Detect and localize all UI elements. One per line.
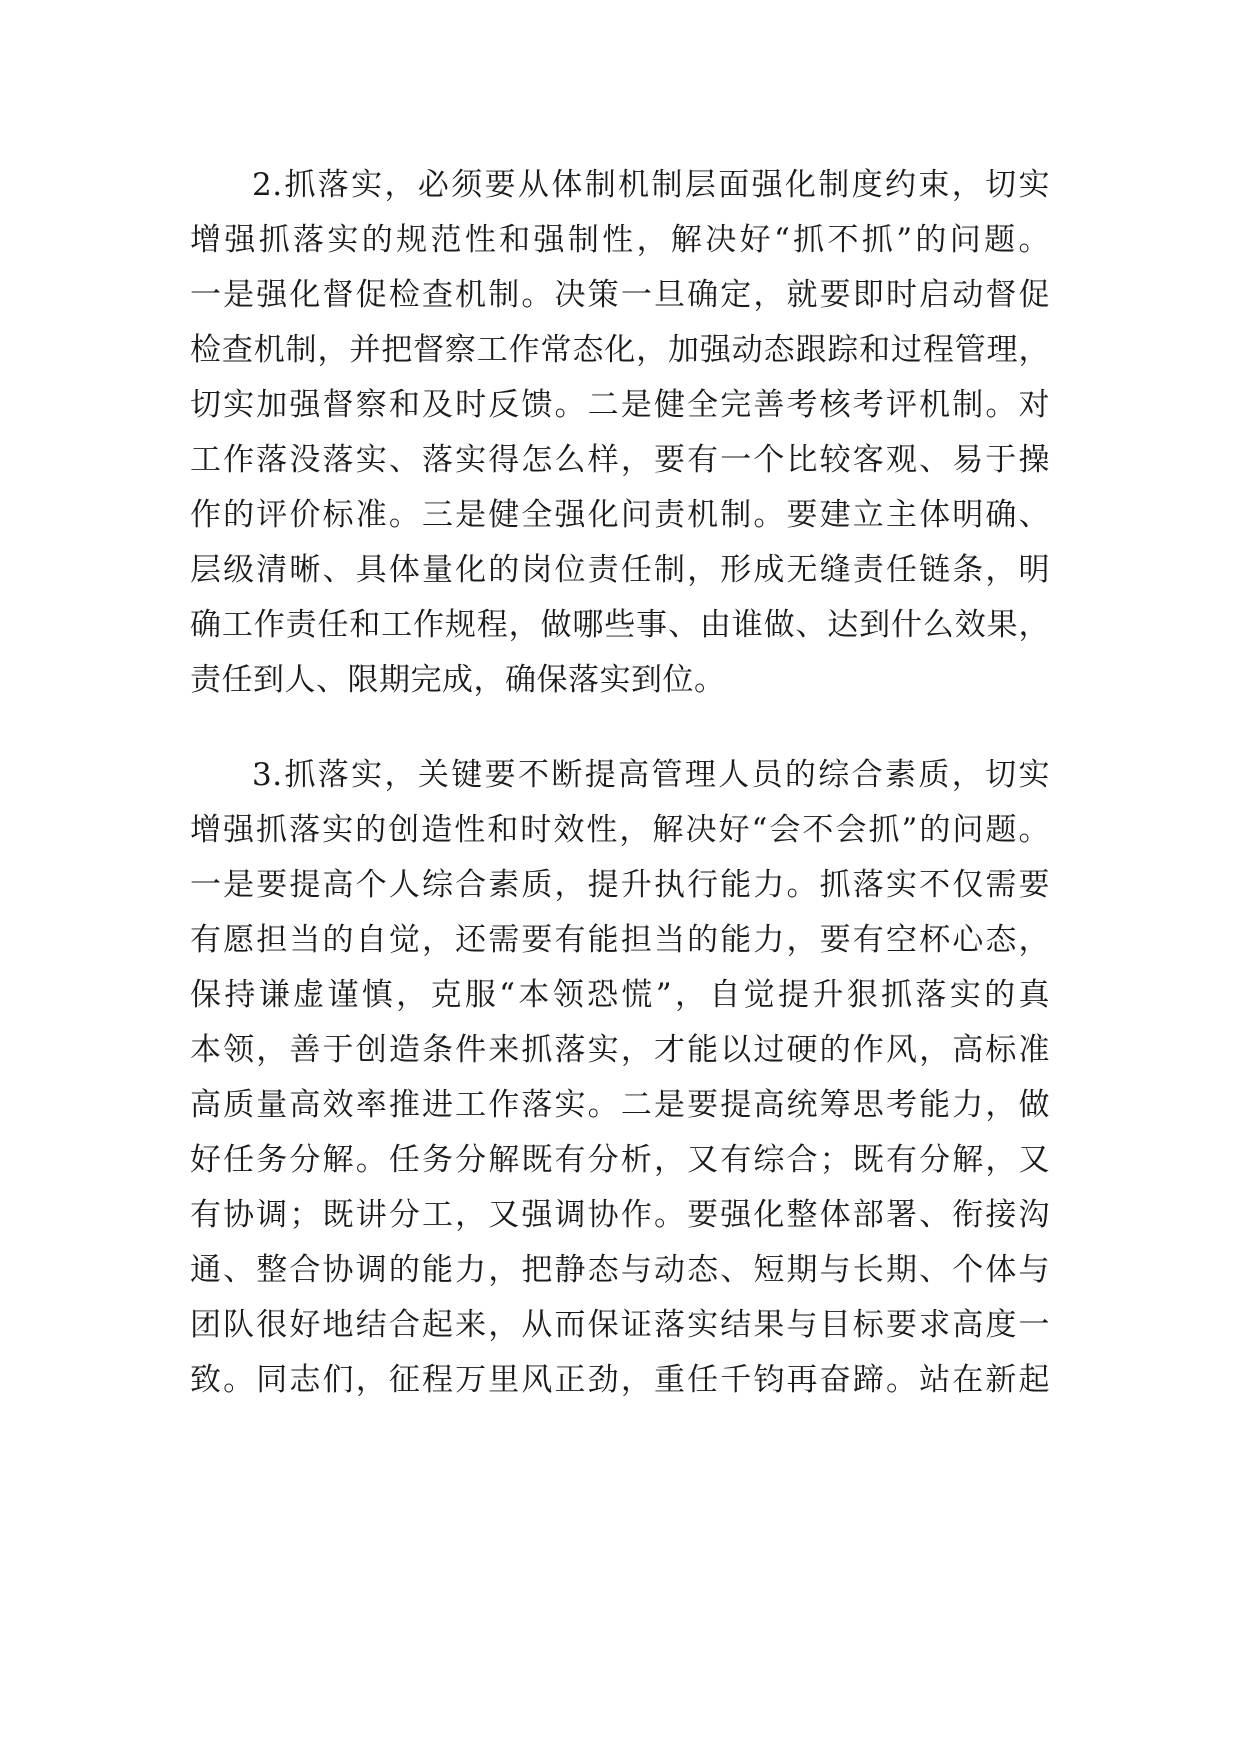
paragraph-line: 有协调；既讲分工，又强调协作。要强化整体部署、衔接沟 — [190, 1197, 1050, 1233]
paragraph-line: 好任务分解。任务分解既有分析，又有综合；既有分解，又 — [190, 1142, 1050, 1178]
paragraph-line: 层级清晰、具体量化的岗位责任制，形成无缝责任链条，明 — [190, 552, 1050, 588]
paragraph-line: 检查机制，并把督察工作常态化，加强动态跟踪和过程管理， — [190, 332, 1050, 368]
paragraph-3-management-quality — [190, 748, 1050, 1408]
paragraph-line: 通、整合协调的能力，把静态与动态、短期与长期、个体与 — [190, 1252, 1050, 1288]
paragraph-line: 团队很好地结合起来，从而保证落实结果与目标要求高度一 — [190, 1307, 1050, 1343]
paragraph-line: 确工作责任和工作规程，做哪些事、由谁做、达到什么效果， — [190, 607, 1050, 643]
paragraph-line: 一是要提高个人综合素质，提升执行能力。抓落实不仅需要 — [190, 867, 1050, 903]
paragraph-line: 一是强化督促检查机制。决策一旦确定，就要即时启动督促 — [190, 277, 1050, 313]
paragraph-line: 2.抓落实，必须要从体制机制层面强化制度约束，切实 — [252, 167, 1050, 203]
paragraph-line: 保持谦虚谨慎，克服“本领恐慌”，自觉提升狠抓落实的真 — [190, 977, 1050, 1013]
paragraph-2-institutional-mechanisms — [190, 158, 1050, 708]
paragraph-line: 致。同志们，征程万里风正劲，重任千钧再奋蹄。站在新起 — [190, 1362, 1050, 1398]
paragraph-line: 增强抓落实的规范性和强制性，解决好“抓不抓”的问题。 — [190, 222, 1050, 258]
paragraph-line: 切实加强督察和及时反馈。二是健全完善考核考评机制。对 — [190, 387, 1050, 423]
paragraph-line: 本领，善于创造条件来抓落实，才能以过硬的作风，高标准 — [190, 1032, 1050, 1068]
paragraph-line: 高质量高效率推进工作落实。二是要提高统筹思考能力，做 — [190, 1087, 1050, 1123]
paragraph-line: 有愿担当的自觉，还需要有能担当的能力，要有空杯心态， — [190, 922, 1050, 958]
paragraph-line: 作的评价标准。三是健全强化问责机制。要建立主体明确、 — [190, 497, 1050, 533]
paragraph-line: 工作落没落实、落实得怎么样，要有一个比较客观、易于操 — [190, 442, 1050, 478]
paragraph-line: 3.抓落实，关键要不断提高管理人员的综合素质，切实 — [252, 757, 1050, 793]
paragraph-line: 增强抓落实的创造性和时效性，解决好“会不会抓”的问题。 — [190, 812, 1050, 848]
paragraph-line: 责任到人、限期完成，确保落实到位。 — [190, 662, 726, 698]
